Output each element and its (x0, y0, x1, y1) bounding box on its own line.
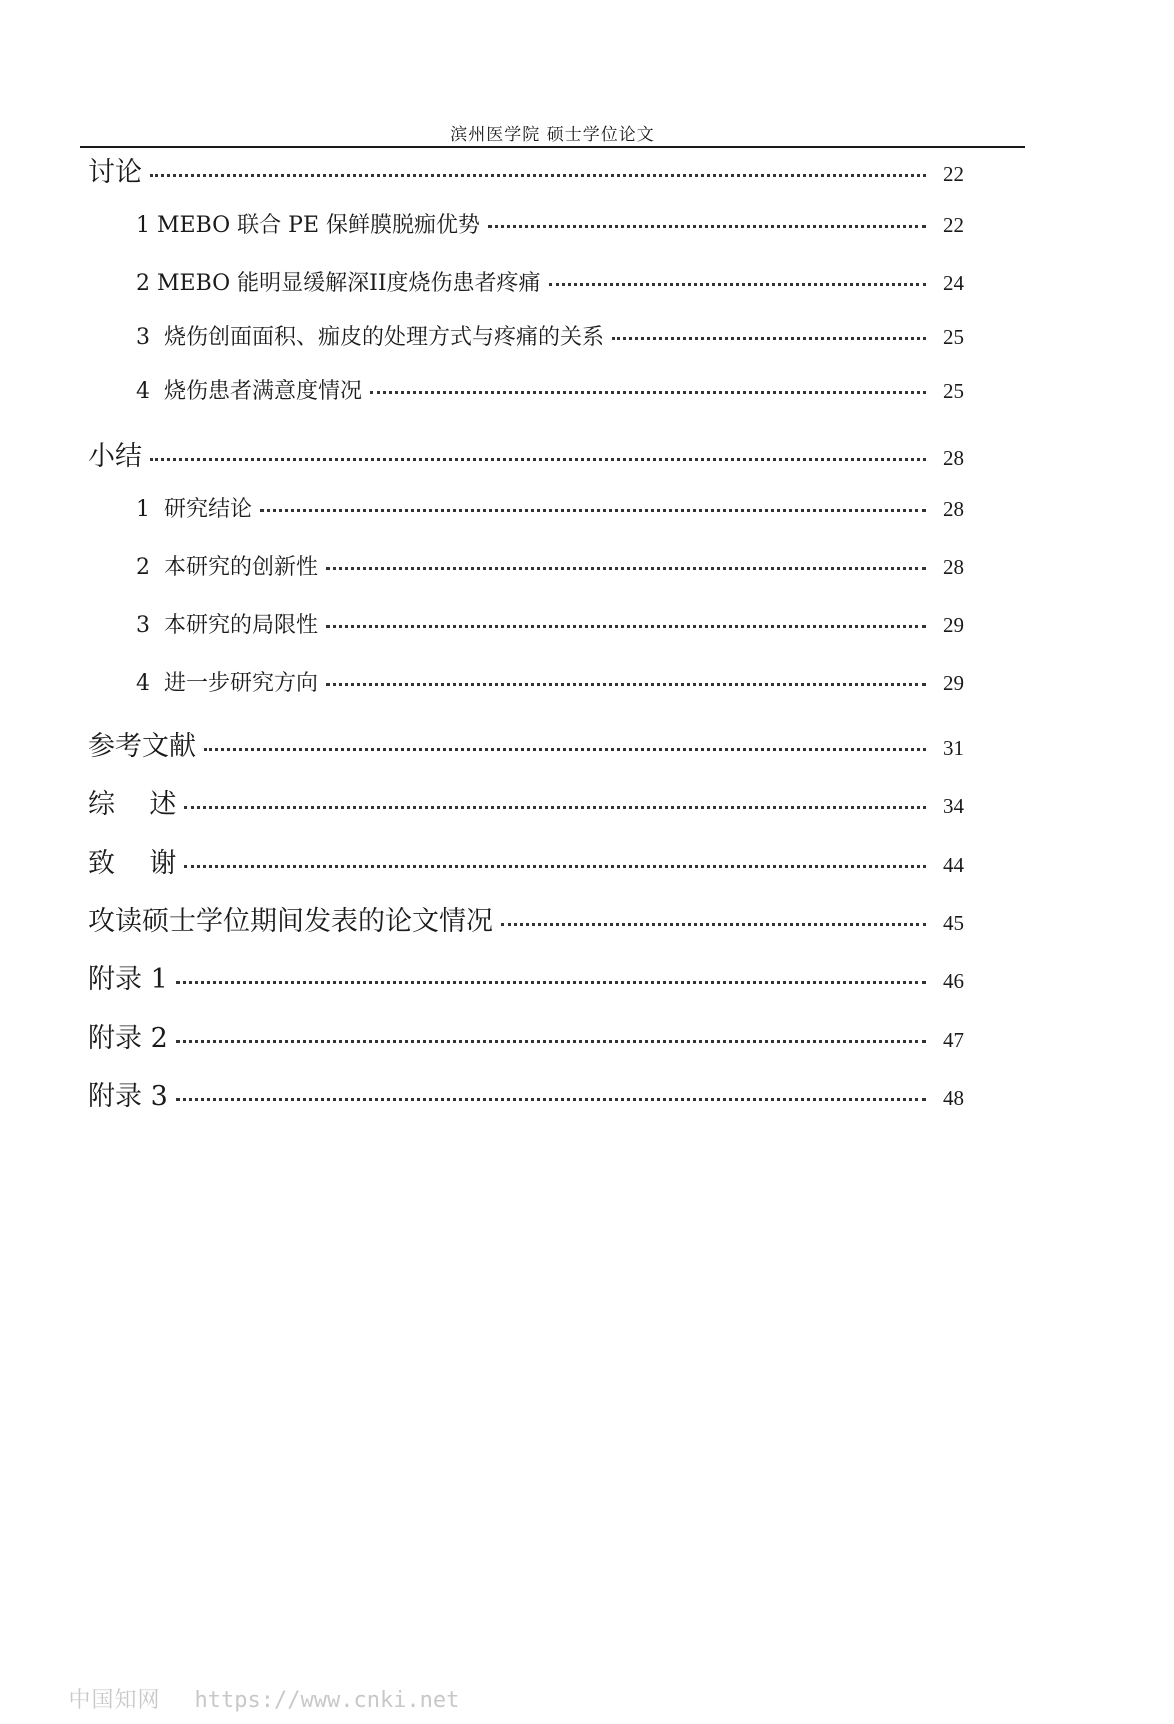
toc-entry-references[interactable] (88, 724, 964, 763)
toc-entry-page: 31 (943, 736, 964, 760)
toc-entry-summary[interactable] (88, 434, 964, 473)
toc-leader-dots (612, 337, 926, 340)
toc-entry-page: 29 (943, 613, 964, 637)
toc-entry-page: 28 (943, 497, 964, 521)
toc-entry-page: 29 (943, 671, 964, 695)
toc-entry-title: 4 进一步研究方向 (136, 671, 318, 696)
toc-leader-dots (184, 806, 926, 809)
cnki-watermark (42, 1658, 459, 1714)
toc-entry-appendix-3[interactable] (88, 1074, 964, 1113)
toc-entry-title: 1 研究结论 (136, 497, 252, 522)
toc-entry-summary-1[interactable] (136, 492, 964, 523)
toc-entry-title: 2 MEBO 能明显缓解深II度烧伤患者疼痛 (136, 271, 541, 296)
toc-leader-dots (326, 625, 926, 628)
toc-entry-title: 参考文献 (88, 731, 196, 762)
toc-entry-summary-2[interactable] (136, 550, 964, 581)
toc-entry-review[interactable] (88, 782, 964, 821)
toc-entry-discussion-2[interactable] (136, 266, 964, 297)
toc-leader-dots (260, 509, 926, 512)
toc-entry-discussion-1[interactable] (136, 208, 964, 239)
toc-entry-title: 讨论 (88, 157, 142, 188)
toc-entry-page: 22 (943, 162, 964, 186)
toc-entry-page: 22 (943, 213, 964, 237)
toc-entry-page: 25 (943, 325, 964, 349)
toc-entry-summary-4[interactable] (136, 666, 964, 697)
toc-entry-title: 3 烧伤创面面积、痂皮的处理方式与疼痛的关系 (136, 325, 604, 350)
toc-entry-page: 28 (943, 446, 964, 470)
toc-leader-dots (501, 923, 926, 926)
toc-leader-dots (150, 458, 926, 461)
toc-entry-title: 附录 2 (88, 1023, 168, 1054)
toc-entry-title: 综 述 (88, 789, 177, 820)
toc-entry-appendix-2[interactable] (88, 1016, 964, 1055)
toc-entry-page: 48 (943, 1086, 964, 1110)
toc-entry-page: 46 (943, 969, 964, 993)
header-title: 滨州医学院 硕士学位论文 (450, 125, 655, 145)
toc-entry-discussion[interactable] (88, 150, 964, 189)
toc-entry-title: 附录 1 (88, 964, 168, 995)
toc-leader-dots (549, 283, 926, 286)
toc-entry-discussion-3[interactable] (136, 320, 964, 351)
toc-entry-page: 24 (943, 271, 964, 295)
toc-entry-title: 3 本研究的局限性 (136, 613, 318, 638)
toc-leader-dots (204, 748, 926, 751)
toc-entry-summary-3[interactable] (136, 608, 964, 639)
toc-entry-page: 47 (943, 1028, 964, 1052)
toc-entry-title: 攻读硕士学位期间发表的论文情况 (88, 906, 493, 937)
toc-entry-page: 34 (943, 794, 964, 818)
toc-entry-title: 附录 3 (88, 1081, 168, 1112)
toc-leader-dots (176, 981, 926, 984)
toc-entry-publications[interactable] (88, 899, 964, 938)
watermark-brand: 中国知网 (68, 1688, 161, 1713)
toc-leader-dots (184, 865, 926, 868)
toc-leader-dots (326, 567, 926, 570)
toc-entry-page: 25 (943, 379, 964, 403)
toc-leader-dots (488, 225, 926, 228)
toc-entry-title: 4 烧伤患者满意度情况 (136, 379, 362, 404)
toc-entry-appendix-1[interactable] (88, 957, 964, 996)
toc-leader-dots (176, 1098, 926, 1101)
toc-entry-page: 45 (943, 911, 964, 935)
toc-leader-dots (150, 174, 926, 177)
watermark-url: https://www.cnki.net (194, 1688, 460, 1713)
toc-leader-dots (326, 683, 926, 686)
toc-entry-acknowledgements[interactable] (88, 841, 964, 880)
toc-entry-discussion-4[interactable] (136, 374, 964, 405)
toc-leader-dots (176, 1040, 926, 1043)
toc-entry-page: 44 (943, 853, 964, 877)
toc-entry-title: 2 本研究的创新性 (136, 555, 318, 580)
toc-leader-dots (370, 391, 926, 394)
toc-entry-title: 1 MEBO 联合 PE 保鲜膜脱痂优势 (136, 213, 481, 238)
toc-entry-page: 28 (943, 555, 964, 579)
toc-entry-title: 致 谢 (88, 848, 177, 879)
toc-entry-title: 小结 (88, 441, 142, 472)
